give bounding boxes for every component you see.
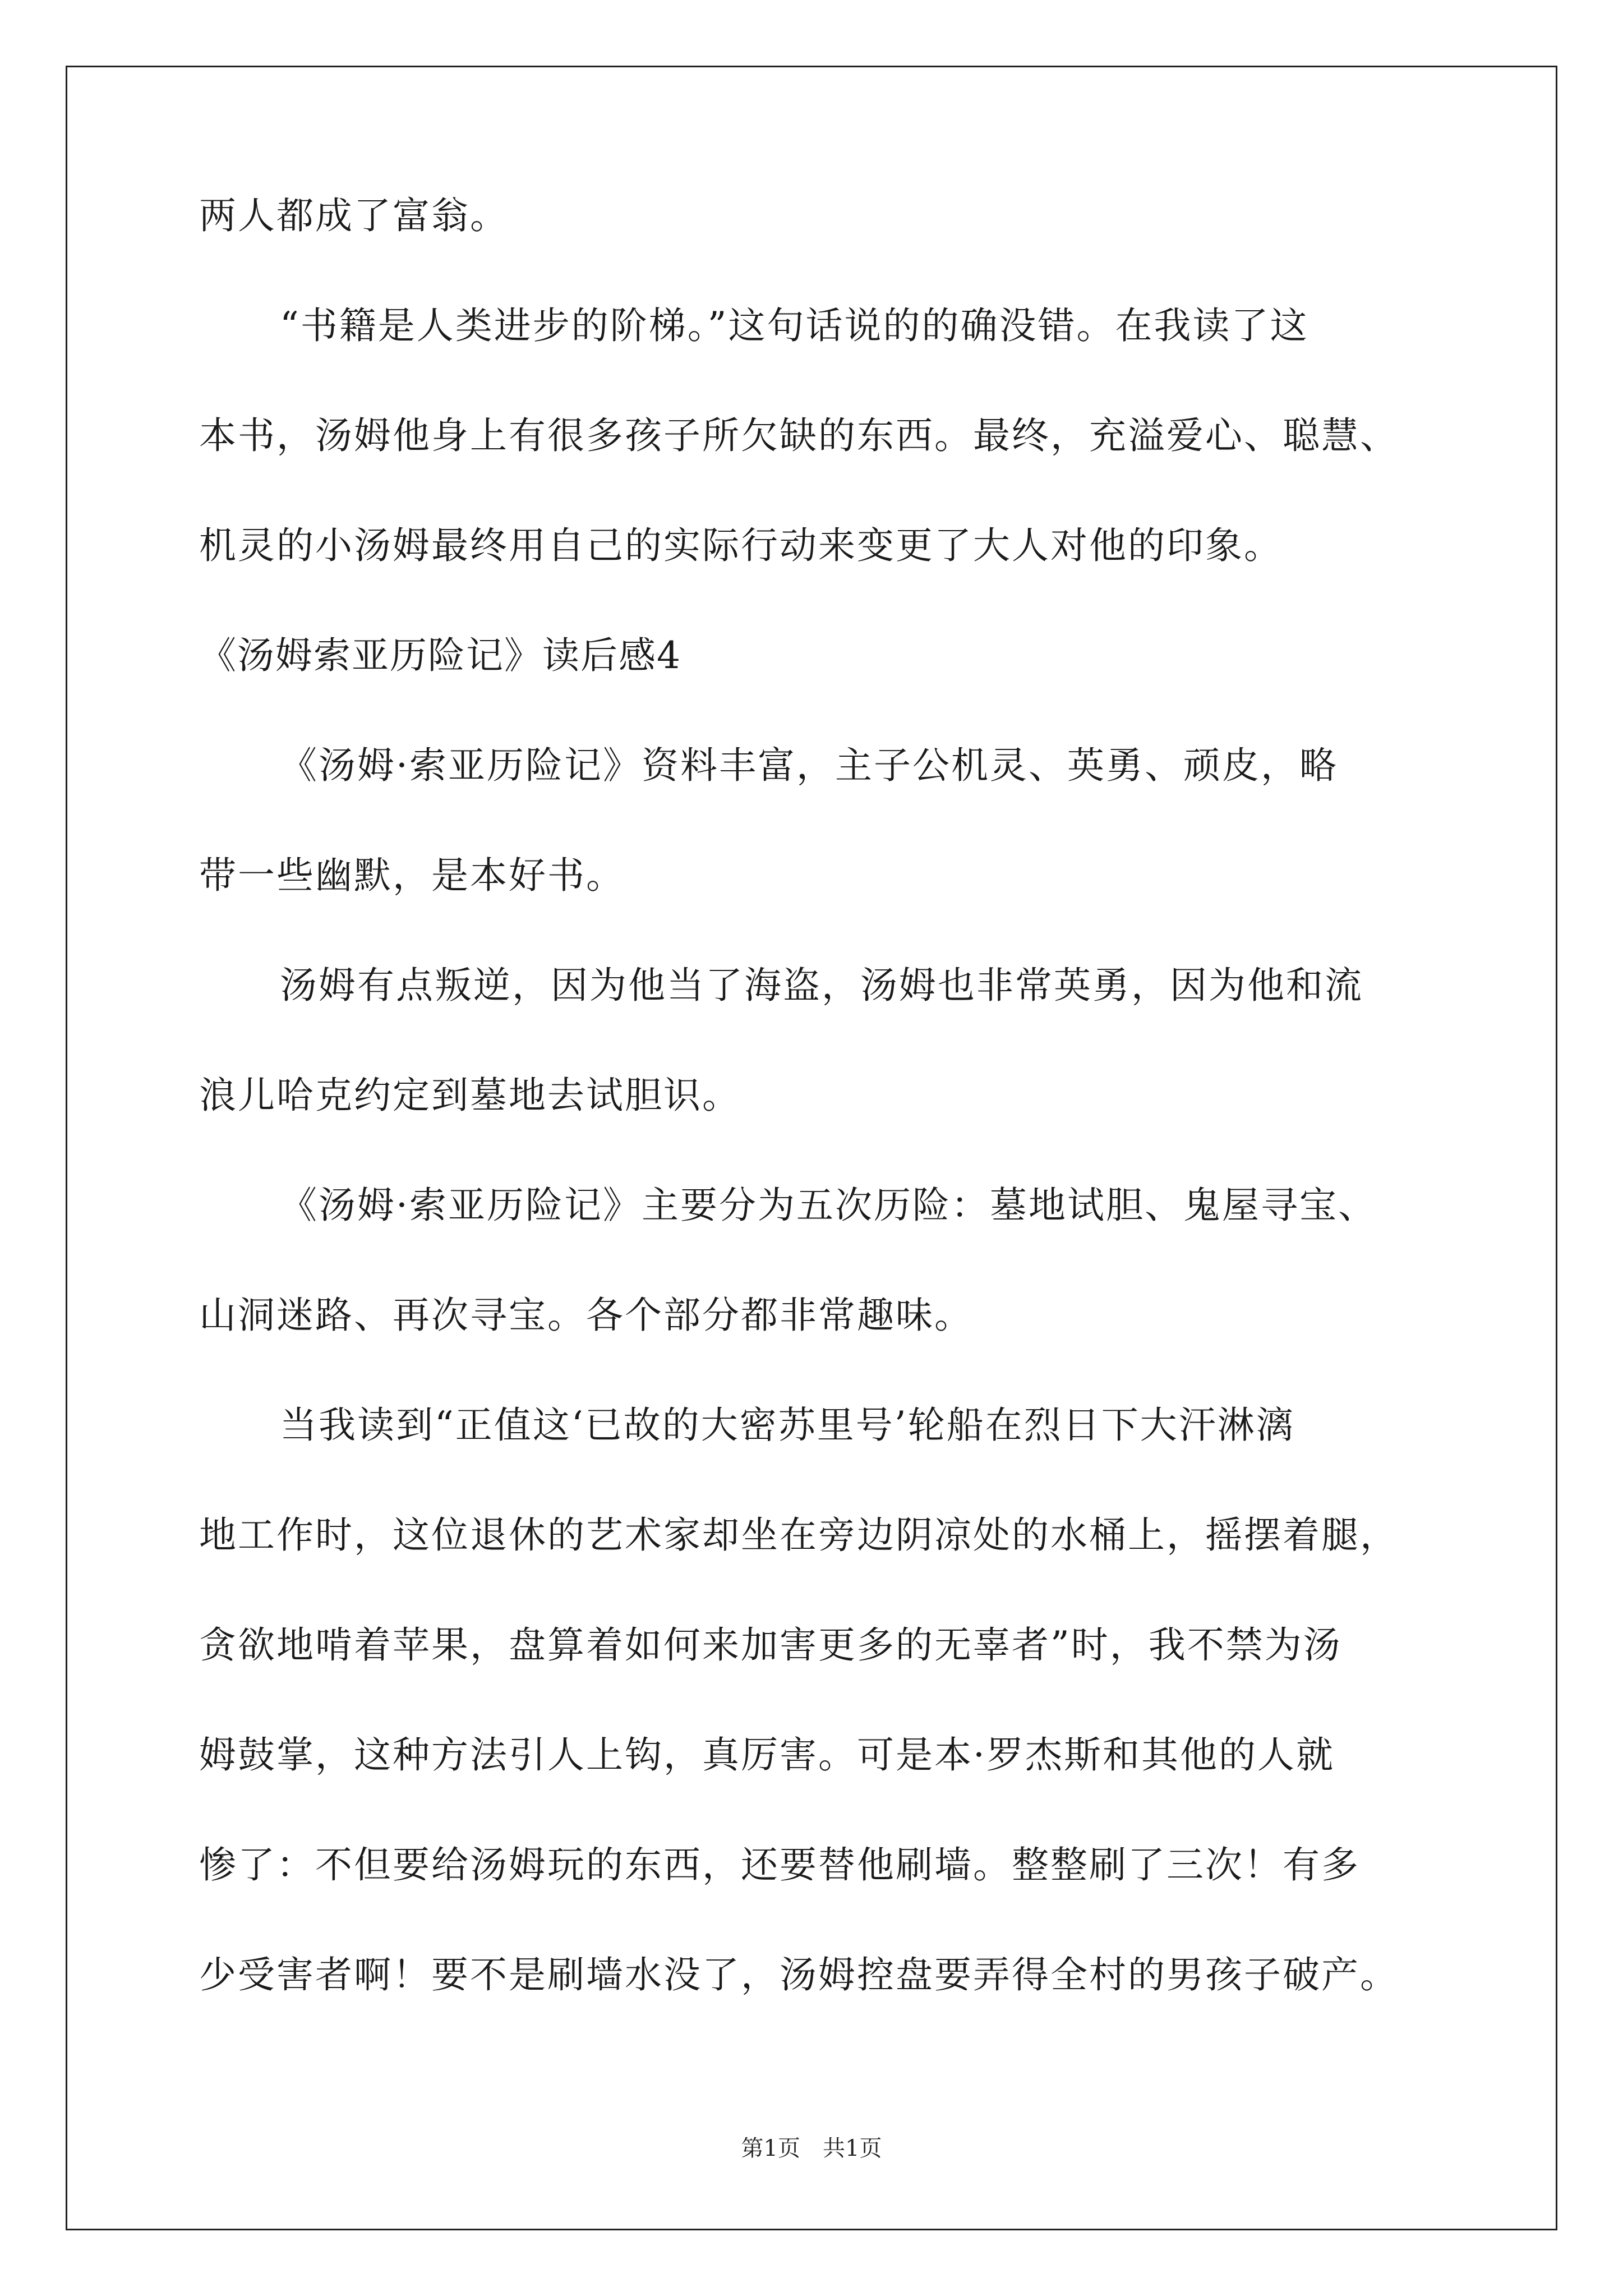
- text-line: 《汤姆·索亚历险记》主要分为五次历险：墓地试胆、鬼屋寻宝、: [280, 1184, 1377, 1227]
- text-line: 带一些幽默，是本好书。: [199, 854, 625, 897]
- document-body: [199, 194, 1433, 2067]
- text-line: 姆鼓掌，这种方法引人上钩，真厉害。可是本·罗杰斯和其他的人就: [199, 1733, 1335, 1777]
- text-line: 当我读到“正值这‘已故的大密苏里号’轮船在烈日下大汗淋漓: [280, 1404, 1295, 1447]
- section-heading: 《汤姆索亚历险记》读后感4: [199, 634, 681, 677]
- text-line: 浪儿哈克约定到墓地去试胆识。: [199, 1074, 741, 1117]
- text-line: 山洞迷路、再次寻宝。各个部分都非常趣味。: [199, 1294, 973, 1337]
- text-line: 少受害者啊！要不是刷墙水没了，汤姆控盘要弄得全村的男孩子破产。: [199, 1953, 1399, 1996]
- text-line: 地工作时，这位退休的艺术家却坐在旁边阴凉处的水桶上，摇摆着腿，: [199, 1513, 1399, 1557]
- text-line: 机灵的小汤姆最终用自己的实际行动来变更了大人对他的印象。: [199, 524, 1283, 567]
- text-line: 汤姆有点叛逆，因为他当了海盗，汤姆也非常英勇，因为他和流: [280, 964, 1363, 1007]
- text-line: 本书，汤姆他身上有很多孩子所欠缺的东西。最终，充溢爱心、聪慧、: [199, 414, 1399, 457]
- text-line: 惨了：不但要给汤姆玩的东西，还要替他刷墙。整整刷了三次！有多: [199, 1843, 1360, 1887]
- text-line: “书籍是人类进步的阶梯。”这句话说的的确没错。在我读了这: [280, 304, 1309, 347]
- text-line: 贪欲地啃着苹果，盘算着如何来加害更多的无辜者”时，我不禁为汤: [199, 1623, 1342, 1667]
- text-line: 两人都成了富翁。: [199, 194, 509, 237]
- text-line: 《汤姆·索亚历险记》资料丰富，主子公机灵、英勇、顽皮，略: [280, 744, 1338, 787]
- page-footer: 第1页 共1页: [741, 2136, 882, 2161]
